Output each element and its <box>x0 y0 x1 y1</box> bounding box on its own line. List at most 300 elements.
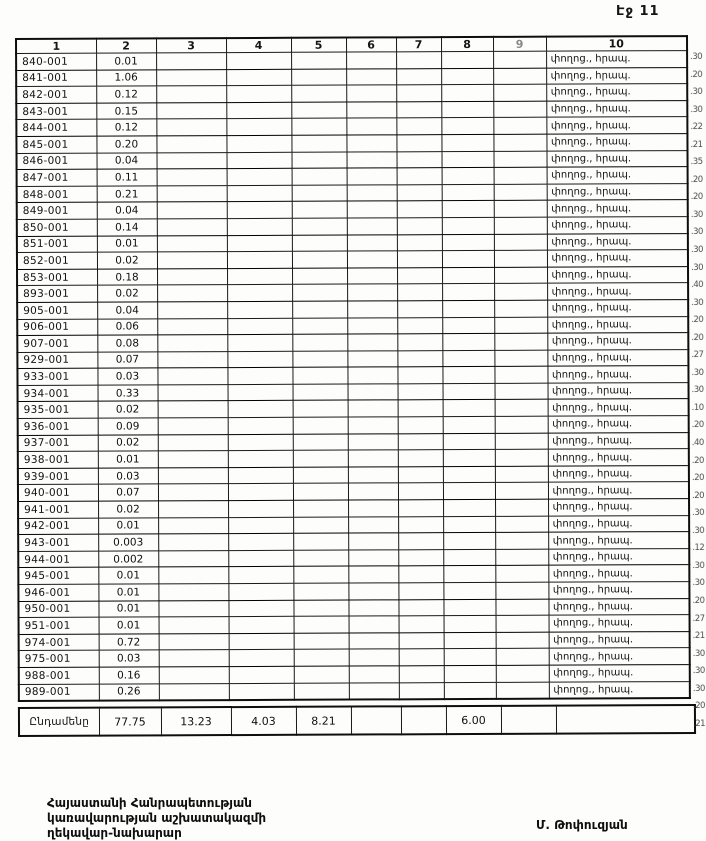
empty-cell <box>442 334 494 351</box>
empty-cell <box>156 86 226 103</box>
empty-cell <box>495 449 548 466</box>
empty-cell <box>397 317 442 334</box>
area-value-cell: 0.02 <box>97 252 157 269</box>
empty-cell <box>396 101 441 118</box>
empty-cell <box>443 582 495 599</box>
empty-cell <box>444 649 496 666</box>
empty-cell <box>398 500 443 517</box>
empty-cell <box>292 318 347 335</box>
empty-cell <box>494 300 547 317</box>
empty-cell <box>348 500 398 517</box>
empty-cell <box>347 251 397 268</box>
parcel-code-cell: 935-001 <box>18 402 98 419</box>
margin-mark: .30 <box>690 262 704 273</box>
empty-cell <box>495 532 548 549</box>
empty-cell <box>293 467 348 484</box>
land-use-note-cell: փողոց., հրապ. <box>549 681 690 699</box>
totals-empty-cell <box>556 705 695 734</box>
empty-cell <box>495 433 548 450</box>
area-value-cell: 0.21 <box>97 186 157 203</box>
margin-mark: .30 <box>692 525 705 536</box>
margin-mark: .30 <box>690 52 703 63</box>
empty-cell <box>494 333 547 350</box>
empty-cell <box>347 367 397 384</box>
parcel-code-cell: 942-001 <box>18 518 98 535</box>
empty-cell <box>441 51 493 68</box>
totals-row <box>19 705 695 736</box>
totals-value-cell: 77.75 <box>99 708 161 736</box>
empty-cell <box>495 400 548 417</box>
empty-cell <box>292 334 347 351</box>
empty-cell <box>158 434 228 451</box>
empty-cell <box>292 301 347 318</box>
empty-cell <box>443 499 495 516</box>
empty-cell <box>495 416 548 433</box>
empty-cell <box>292 185 347 202</box>
empty-cell <box>443 483 495 500</box>
area-value-cell: 0.01 <box>98 600 158 617</box>
margin-mark: .30 <box>690 245 703 256</box>
parcel-code-cell: 851-001 <box>17 236 97 253</box>
margin-mark: .30 <box>692 666 705 677</box>
parcel-code-cell: 941-001 <box>18 501 98 518</box>
empty-cell <box>397 350 442 367</box>
parcel-code-cell: 946-001 <box>18 584 98 601</box>
empty-cell <box>442 217 494 234</box>
page-number: Էջ 11 <box>616 4 660 19</box>
column-header-7: 7 <box>396 37 441 52</box>
land-use-note-cell: փողոց., հրապ. <box>547 200 688 217</box>
empty-cell <box>443 533 495 550</box>
empty-cell <box>443 433 495 450</box>
empty-cell <box>347 351 397 368</box>
parcel-code-cell: 933-001 <box>17 368 97 385</box>
margin-mark: .10 <box>691 402 704 413</box>
empty-cell <box>397 334 442 351</box>
margin-mark: .27 <box>691 350 704 361</box>
area-value-cell: 0.04 <box>97 152 157 169</box>
empty-cell <box>157 235 227 252</box>
parcel-code-cell: 937-001 <box>18 435 98 452</box>
empty-cell <box>293 583 348 600</box>
empty-cell <box>293 600 348 617</box>
empty-cell <box>397 234 442 251</box>
empty-cell <box>349 682 399 699</box>
land-use-note-cell: փողոց., հրապ. <box>546 67 687 84</box>
empty-cell <box>228 384 293 401</box>
empty-cell <box>347 334 397 351</box>
empty-cell <box>156 102 226 119</box>
column-header-10: 10 <box>546 36 687 51</box>
margin-mark: .20 <box>690 69 703 80</box>
empty-cell <box>397 184 442 201</box>
empty-cell <box>158 418 228 435</box>
empty-cell <box>397 367 442 384</box>
empty-cell <box>228 417 293 434</box>
empty-cell <box>348 417 398 434</box>
totals-label: Ընդամենը <box>19 708 99 736</box>
empty-cell <box>348 400 398 417</box>
land-use-note-cell: փողոց., հրապ. <box>548 399 689 416</box>
empty-cell <box>442 168 494 185</box>
empty-cell <box>293 500 348 517</box>
column-header-1: 1 <box>16 39 96 54</box>
empty-cell <box>441 68 493 85</box>
totals-value-cell: 6.00 <box>446 706 501 734</box>
empty-cell <box>399 616 444 633</box>
empty-cell <box>157 219 227 236</box>
empty-cell <box>228 484 293 501</box>
empty-cell <box>347 185 397 202</box>
area-value-cell: 0.72 <box>99 634 159 651</box>
area-value-cell: 0.12 <box>96 119 156 136</box>
column-header-2: 2 <box>96 38 156 53</box>
empty-cell <box>441 101 493 118</box>
empty-cell <box>495 466 548 483</box>
area-value-cell: 0.02 <box>98 501 158 518</box>
empty-cell <box>158 451 228 468</box>
empty-cell <box>442 251 494 268</box>
empty-cell <box>495 599 548 616</box>
land-use-note-cell: փողոց., հրապ. <box>546 134 687 151</box>
empty-cell <box>349 616 399 633</box>
empty-cell <box>494 201 547 218</box>
empty-cell <box>441 151 493 168</box>
empty-cell <box>229 633 294 650</box>
parcel-code-cell: 850-001 <box>17 219 97 236</box>
parcel-code-cell: 989-001 <box>19 684 99 701</box>
empty-cell <box>293 550 348 567</box>
empty-cell <box>294 616 349 633</box>
empty-cell <box>157 268 227 285</box>
empty-cell <box>227 185 292 202</box>
area-value-cell: 0.16 <box>99 667 159 684</box>
land-use-note-cell: փողոց., հրապ. <box>547 250 688 267</box>
empty-cell <box>292 268 347 285</box>
area-value-cell: 0.01 <box>98 451 158 468</box>
empty-cell <box>158 517 228 534</box>
empty-cell <box>348 483 398 500</box>
empty-cell <box>495 582 548 599</box>
empty-cell <box>159 683 229 700</box>
empty-cell <box>444 616 496 633</box>
empty-cell <box>495 549 548 566</box>
land-use-note-cell: փողոց., հրապ. <box>548 532 689 549</box>
land-use-note-cell: փողոց., հրապ. <box>546 150 687 167</box>
parcel-code-cell: 848-001 <box>17 186 97 203</box>
empty-cell <box>348 583 398 600</box>
area-value-cell: 0.03 <box>99 650 159 667</box>
empty-cell <box>158 567 228 584</box>
empty-cell <box>399 649 444 666</box>
empty-cell <box>291 135 346 152</box>
empty-cell <box>398 549 443 566</box>
empty-cell <box>292 251 347 268</box>
totals-value-cell: 4.03 <box>231 707 296 735</box>
margin-mark: .12 <box>692 543 705 554</box>
empty-cell <box>397 301 442 318</box>
margin-mark: .20 <box>692 595 705 607</box>
empty-cell <box>227 368 292 385</box>
parcel-code-cell: 853-001 <box>17 269 97 286</box>
empty-cell <box>494 283 547 300</box>
empty-cell <box>157 301 227 318</box>
empty-cell <box>494 217 547 234</box>
empty-cell <box>228 434 293 451</box>
parcel-code-cell: 893-001 <box>17 285 97 302</box>
empty-cell <box>293 566 348 583</box>
empty-cell <box>158 534 228 551</box>
empty-cell <box>157 351 227 368</box>
land-use-note-cell: փողոց., հրապ. <box>549 615 690 632</box>
empty-cell <box>493 151 546 168</box>
margin-mark: .21 <box>692 631 705 642</box>
empty-cell <box>399 666 444 683</box>
area-value-cell: 0.01 <box>98 567 158 584</box>
margin-mark: .20 <box>691 473 704 484</box>
empty-cell <box>348 467 398 484</box>
land-use-note-cell: փողոց., հրապ. <box>547 283 688 300</box>
empty-cell <box>228 534 293 551</box>
empty-cell <box>398 566 443 583</box>
parcel-code-cell: 974-001 <box>19 634 99 651</box>
empty-cell <box>441 118 493 135</box>
margin-mark: .20 <box>691 420 704 431</box>
empty-cell <box>293 533 348 550</box>
empty-cell <box>397 168 442 185</box>
empty-cell <box>347 218 397 235</box>
margin-mark: .30 <box>690 104 703 115</box>
empty-cell <box>294 633 349 650</box>
land-use-note-cell: փողոց., հրապ. <box>549 648 690 665</box>
parcel-code-cell: 852-001 <box>17 252 97 269</box>
margin-mark: .35 <box>690 157 703 168</box>
parcel-code-cell: 988-001 <box>19 667 99 684</box>
land-use-note-cell: փողոց., հրապ. <box>547 366 688 383</box>
empty-cell <box>397 218 442 235</box>
empty-cell <box>227 334 292 351</box>
totals-empty-cell <box>501 706 556 734</box>
empty-cell <box>346 52 396 69</box>
empty-cell <box>158 550 228 567</box>
bleed-through-marks-column <box>690 49 706 733</box>
area-value-cell: 0.11 <box>97 169 157 186</box>
margin-mark: .20 <box>691 315 704 326</box>
empty-cell <box>157 318 227 335</box>
parcel-code-cell: 842-001 <box>16 86 96 103</box>
empty-cell <box>349 666 399 683</box>
empty-cell <box>443 466 495 483</box>
empty-cell <box>396 151 441 168</box>
land-use-note-cell: փողոց., հրապ. <box>548 432 689 449</box>
empty-cell <box>227 301 292 318</box>
land-use-note-cell: փողոց., հրապ. <box>547 183 688 200</box>
empty-cell <box>397 251 442 268</box>
empty-cell <box>227 218 292 235</box>
land-use-note-cell: փողոց., հրապ. <box>547 316 688 333</box>
land-use-note-cell: փողոց., հրապ. <box>546 100 687 117</box>
area-value-cell: 0.04 <box>97 202 157 219</box>
empty-cell <box>293 417 348 434</box>
empty-cell <box>291 152 346 169</box>
area-value-cell: 0.09 <box>98 418 158 435</box>
area-value-cell: 0.18 <box>97 269 157 286</box>
margin-mark: .20 <box>691 332 704 343</box>
land-use-note-cell: փողոց., հրապ. <box>549 665 690 682</box>
empty-cell <box>158 584 228 601</box>
empty-cell <box>494 234 547 251</box>
empty-cell <box>347 317 397 334</box>
empty-cell <box>493 51 546 68</box>
empty-cell <box>227 235 292 252</box>
empty-cell <box>496 649 549 666</box>
margin-mark: .21 <box>692 718 706 729</box>
scanned-table-area <box>15 35 706 737</box>
area-value-cell: 0.01 <box>99 617 159 634</box>
column-header-9: 9 <box>493 37 546 52</box>
empty-cell <box>293 434 348 451</box>
empty-cell <box>226 135 291 152</box>
area-value-cell: 0.20 <box>96 136 156 153</box>
empty-cell <box>443 566 495 583</box>
org-line: կառավարության աշխատակազմի <box>47 811 267 825</box>
parcel-code-cell: 945-001 <box>18 568 98 585</box>
empty-cell <box>496 665 549 682</box>
parcel-code-cell: 843-001 <box>16 103 96 120</box>
empty-cell <box>292 284 347 301</box>
empty-cell <box>228 583 293 600</box>
margin-mark: .27 <box>692 613 705 624</box>
empty-cell <box>291 118 346 135</box>
empty-cell <box>292 235 347 252</box>
empty-cell <box>291 69 346 86</box>
empty-cell <box>496 632 549 649</box>
empty-cell <box>398 433 443 450</box>
empty-cell <box>156 53 226 70</box>
empty-cell <box>227 268 292 285</box>
empty-cell <box>228 500 293 517</box>
area-value-cell: 0.04 <box>97 302 157 319</box>
empty-cell <box>229 683 294 700</box>
empty-cell <box>156 69 226 86</box>
empty-cell <box>444 632 496 649</box>
area-value-cell: 0.12 <box>96 86 156 103</box>
area-value-cell: 0.07 <box>98 484 158 501</box>
land-use-note-cell: փողոց., հրապ. <box>548 465 689 482</box>
column-header-3: 3 <box>156 38 226 53</box>
empty-cell <box>291 52 346 69</box>
parcel-code-cell: 943-001 <box>18 534 98 551</box>
empty-cell <box>396 68 441 85</box>
empty-cell <box>158 600 228 617</box>
empty-cell <box>292 367 347 384</box>
margin-mark: .30 <box>690 227 703 238</box>
land-use-note-cell: փողոց., հրապ. <box>548 482 689 499</box>
empty-cell <box>396 85 441 102</box>
land-use-note-cell: փողոց., հրապ. <box>547 299 688 316</box>
empty-cell <box>293 517 348 534</box>
margin-mark: .40 <box>691 280 704 291</box>
empty-cell <box>156 136 226 153</box>
empty-cell <box>398 583 443 600</box>
empty-cell <box>495 516 548 533</box>
area-value-cell: 0.06 <box>97 318 157 335</box>
area-value-cell: 0.01 <box>96 53 156 70</box>
empty-cell <box>443 400 495 417</box>
empty-cell <box>398 417 443 434</box>
land-use-note-cell: փողոց., հրապ. <box>547 233 688 250</box>
area-value-cell: 0.03 <box>98 468 158 485</box>
empty-cell <box>229 616 294 633</box>
empty-cell <box>157 152 227 169</box>
empty-cell <box>396 135 441 152</box>
empty-cell <box>293 483 348 500</box>
empty-cell <box>398 483 443 500</box>
parcel-code-cell: 951-001 <box>19 617 99 634</box>
land-use-note-cell: փողոց., հրապ. <box>548 548 689 565</box>
empty-cell <box>228 451 293 468</box>
parcel-code-cell: 841-001 <box>16 70 96 87</box>
land-use-note-cell: փողոց., հրապ. <box>546 51 687 68</box>
signature-block-title <box>47 796 266 841</box>
margin-mark: .21 <box>690 139 703 150</box>
totals-empty-cell <box>351 706 401 734</box>
land-use-note-cell: փողոց., հրապ. <box>548 565 689 582</box>
empty-cell <box>291 85 346 102</box>
parcel-code-cell: 934-001 <box>18 385 98 402</box>
area-value-cell: 0.01 <box>98 518 158 535</box>
empty-cell <box>293 401 348 418</box>
margin-mark: .30 <box>691 385 704 396</box>
empty-cell <box>293 384 348 401</box>
empty-cell <box>349 633 399 650</box>
empty-cell <box>347 168 397 185</box>
empty-cell <box>346 151 396 168</box>
empty-cell <box>158 467 228 484</box>
empty-cell <box>396 52 441 69</box>
empty-cell <box>227 168 292 185</box>
empty-cell <box>348 599 398 616</box>
margin-mark: .30 <box>690 87 703 98</box>
empty-cell <box>442 367 494 384</box>
empty-cell <box>157 185 227 202</box>
empty-cell <box>157 285 227 302</box>
empty-cell <box>293 450 348 467</box>
empty-cell <box>398 516 443 533</box>
empty-cell <box>347 201 397 218</box>
empty-cell <box>441 134 493 151</box>
column-header-5: 5 <box>291 38 346 53</box>
empty-cell <box>348 533 398 550</box>
empty-cell <box>348 566 398 583</box>
empty-cell <box>157 335 227 352</box>
empty-cell <box>348 550 398 567</box>
empty-cell <box>399 682 444 699</box>
area-value-cell: 0.26 <box>99 683 159 700</box>
area-value-cell: 0.02 <box>97 285 157 302</box>
parcel-code-cell: 844-001 <box>16 120 96 137</box>
empty-cell <box>442 184 494 201</box>
empty-cell <box>229 650 294 667</box>
empty-cell <box>228 467 293 484</box>
empty-cell <box>227 251 292 268</box>
empty-cell <box>158 401 228 418</box>
empty-cell <box>398 384 443 401</box>
empty-cell <box>442 201 494 218</box>
land-use-note-cell: փողոց., հրապ. <box>548 382 689 399</box>
empty-cell <box>228 401 293 418</box>
empty-cell <box>441 85 493 102</box>
